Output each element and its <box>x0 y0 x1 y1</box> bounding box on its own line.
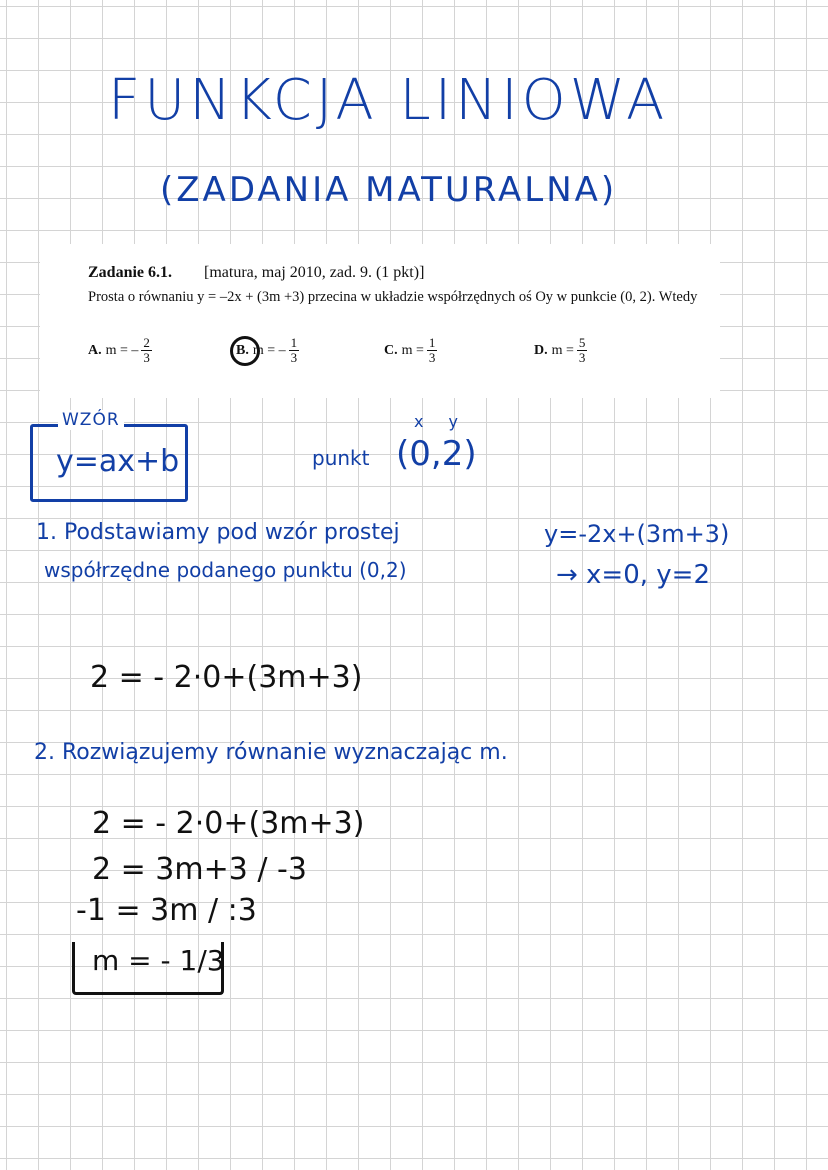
task-card <box>40 244 720 398</box>
answer-d-fraction: $\frac{5}{3}$ <box>578 335 586 365</box>
step2-text: 2. Rozwiązujemy równanie wyznaczając m. <box>34 740 508 765</box>
answer-d[interactable]: D. m = $\frac{5}{3}$ <box>534 335 586 365</box>
calc-line-4: -1 = 3m / :3 <box>76 893 257 928</box>
point-value: (0,2) <box>396 434 477 474</box>
answer-a[interactable]: A. m = – $\frac{2}{3}$ <box>88 335 150 365</box>
calc-line-1: 2 = - 2·0+(3m+3) <box>90 660 363 695</box>
step1-equation: y=-2x+(3m+3) <box>544 520 730 548</box>
task-header <box>88 264 424 282</box>
xy-label: x y <box>414 412 469 431</box>
step1-substitution: → x=0, y=2 <box>556 560 711 590</box>
formula-label: WZÓR <box>58 410 124 430</box>
answer-b[interactable]: B. m = – $\frac{1}{3}$ <box>236 335 298 365</box>
calc-line-3: 2 = 3m+3 / -3 <box>92 852 307 887</box>
page-title: FUNKCJA LINIOWA <box>108 68 669 133</box>
formula-text: y=ax+b <box>56 444 180 479</box>
task-text: Prosta o równaniu y = –2x + (3m +3) przecina w układzie współrzędnych oś Oy w punkcie (0, 2). Wtedy <box>88 289 698 305</box>
page-subtitle: (ZADANIA MATURALNA) <box>160 170 618 210</box>
task-number: Zadanie 6.1. <box>88 264 173 281</box>
step1-text: 1. Podstawiamy pod wzór prostej <box>36 520 400 545</box>
point-label: punkt <box>312 446 370 470</box>
step1-text-2: współrzędne podanego punktu (0,2) <box>44 558 407 582</box>
answer-c-fraction: $\frac{1}{3}$ <box>428 335 436 365</box>
result-value: m = - 1/3 <box>92 944 225 977</box>
task-source: [matura, maj 2010, zad. 9. (1 pkt)] <box>204 264 425 281</box>
answer-b-fraction: $\frac{1}{3}$ <box>290 335 298 365</box>
answer-a-fraction: $\frac{2}{3}$ <box>143 335 150 365</box>
calc-line-2: 2 = - 2·0+(3m+3) <box>92 806 365 841</box>
answer-c[interactable]: C. m = $\frac{1}{3}$ <box>384 335 436 365</box>
